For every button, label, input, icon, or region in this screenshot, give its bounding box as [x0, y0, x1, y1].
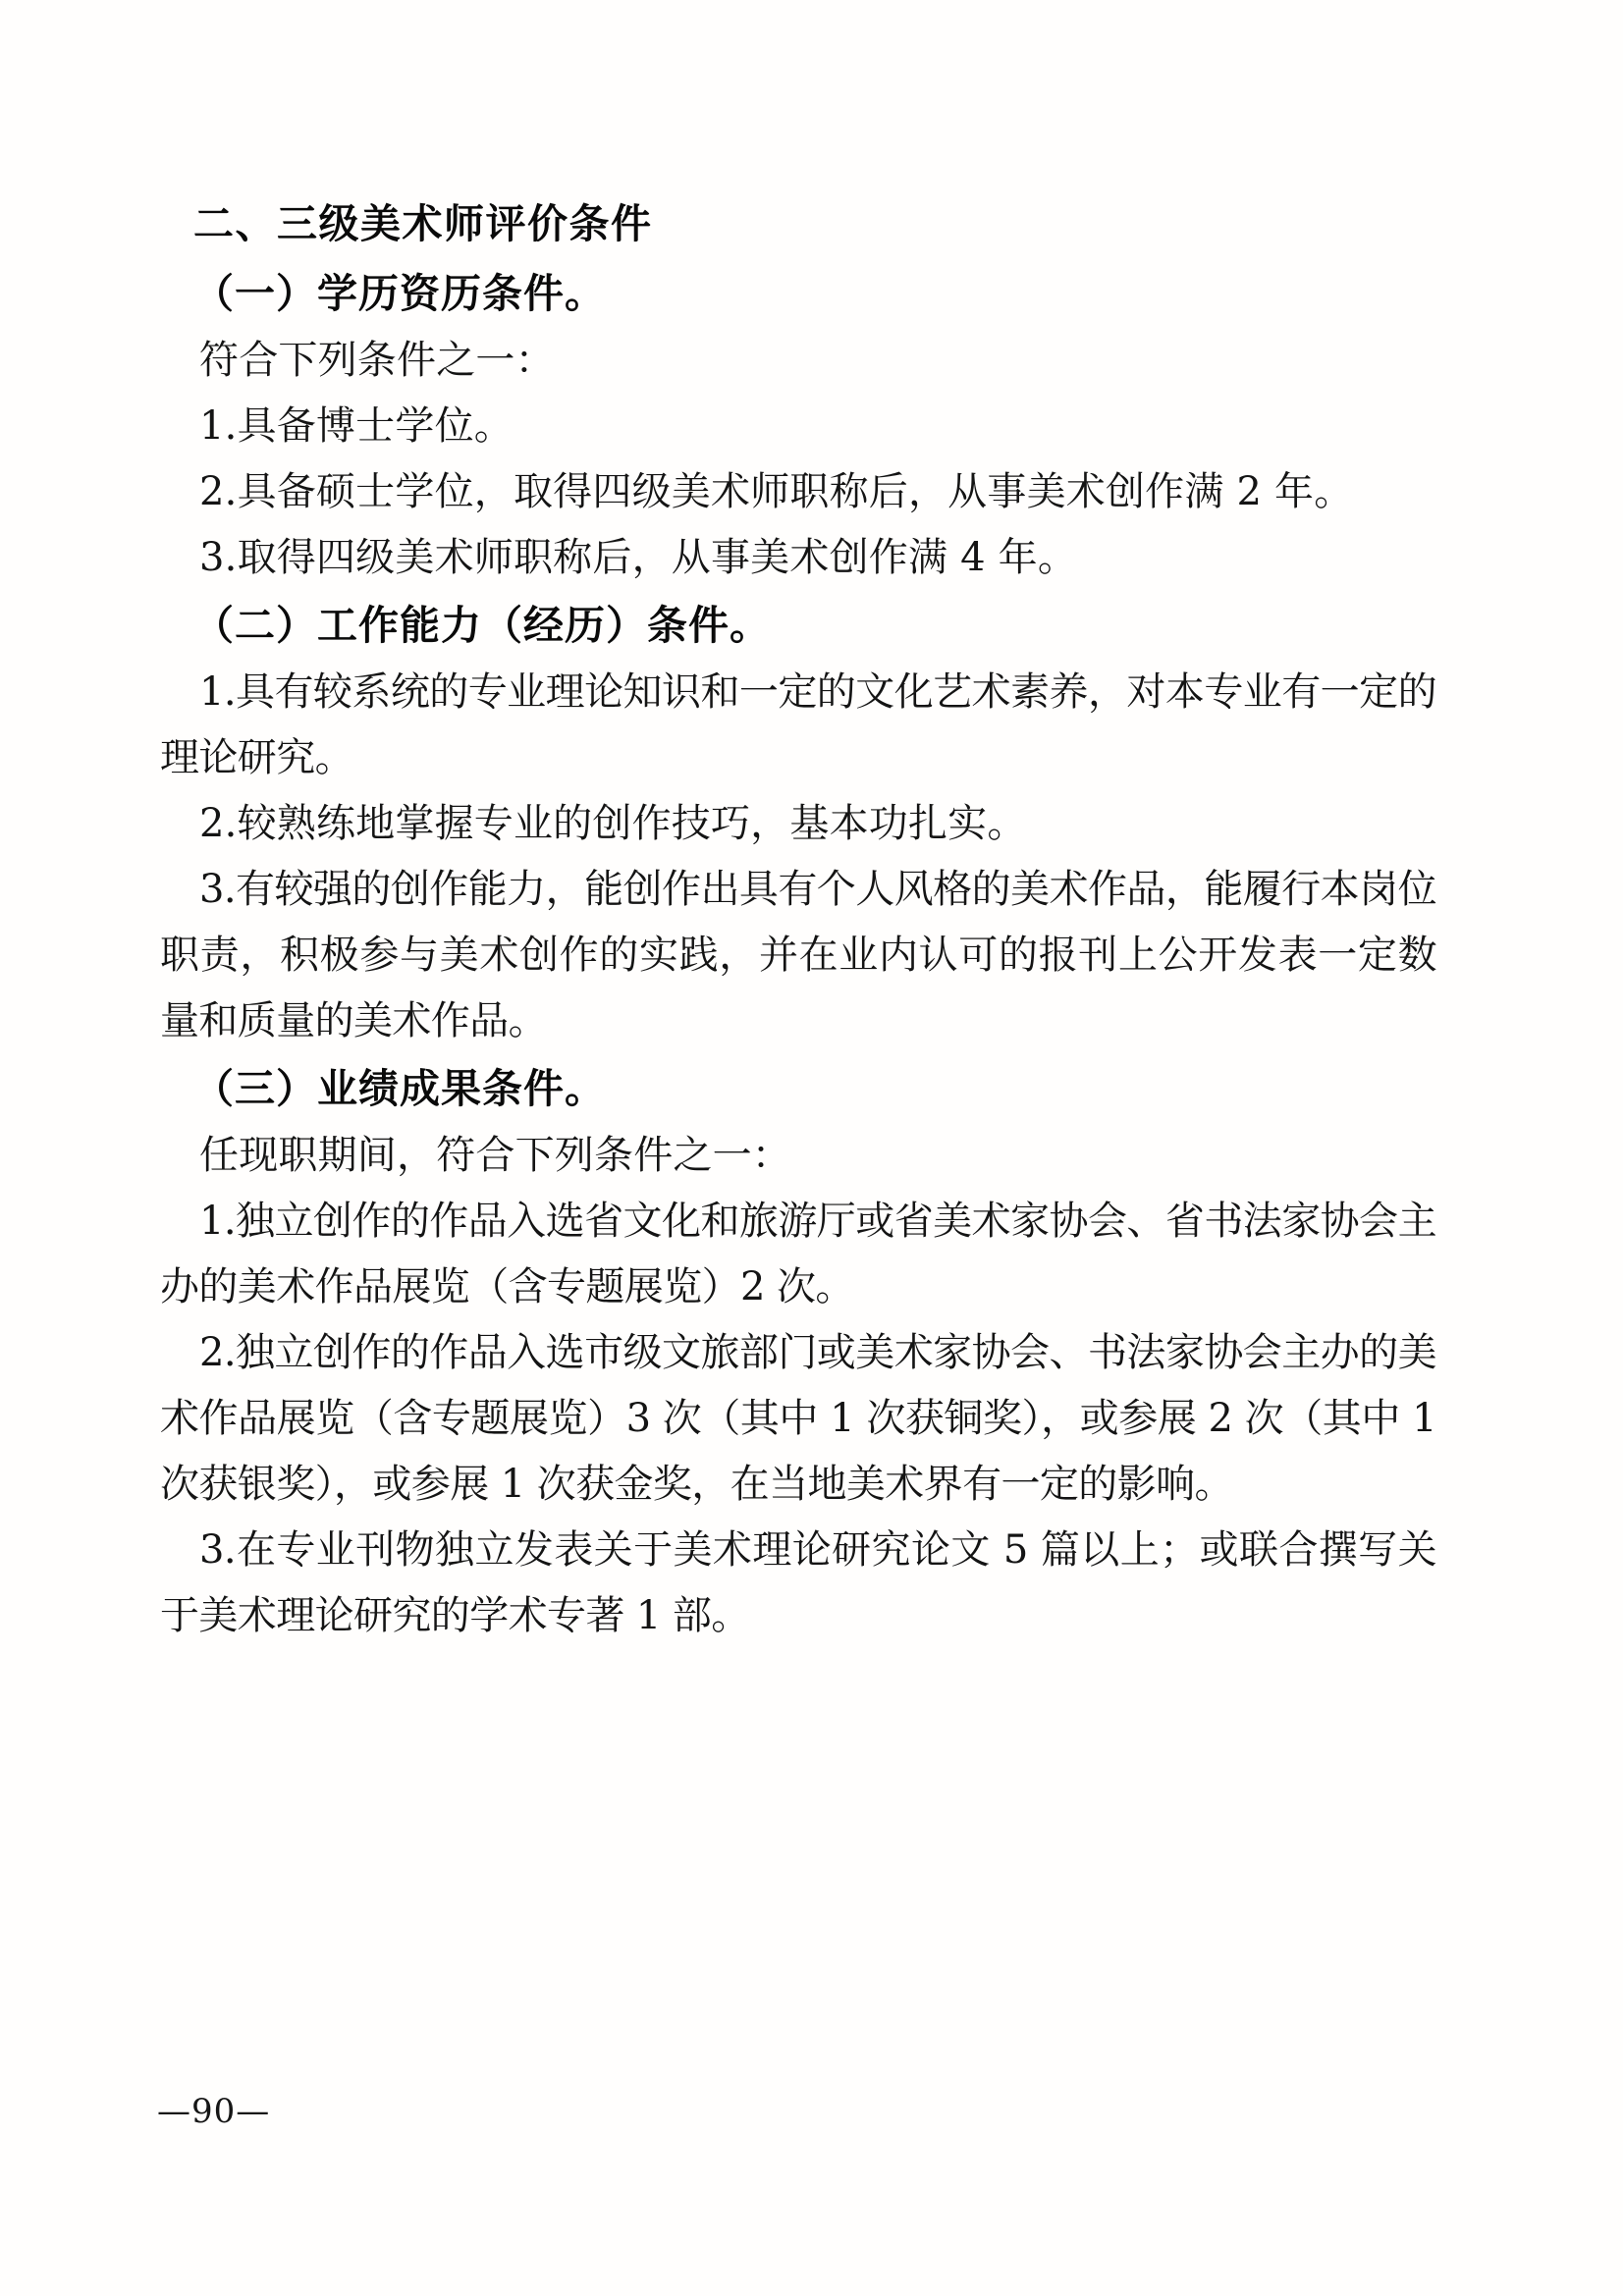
- section-heading-level-1: 二、三级美术师评价条件: [193, 200, 653, 247]
- subsection-3-item-3: 3.在专业刊物独立发表关于美术理论研究论文 5 篇以上；或联合撰写关于美术理论研究的学术专著 1 部。: [160, 1527, 1436, 1638]
- subsection-1-lead-text: 符合下列条件之一：: [199, 338, 555, 383]
- subsection-2-item-3: 3.有较强的创作能力，能创作出具有个人风格的美术作品，能履行本岗位职责，积极参与美术创作的实践，并在业内认可的报刊上公开发表一定数量和质量的美术作品。: [160, 867, 1436, 1043]
- subsection-1-item-2: 2.具备硕士学位，取得四级美术师职称后，从事美术创作满 2 年。: [199, 469, 1354, 514]
- page-number: —90—: [157, 2092, 271, 2131]
- subsection-3-lead-text: 任现职期间，符合下列条件之一：: [199, 1133, 791, 1178]
- subsection-2-item-1: 1.具有较系统的专业理论知识和一定的文化艺术素养，对本专业有一定的理论研究。: [160, 669, 1436, 780]
- subsection-heading-xueli-zili: （一）学历资历条件。: [193, 270, 606, 317]
- subsection-3-item-1: 1.独立创作的作品入选省文化和旅游厅或省美术家协会、省书法家协会主办的美术作品展览（含专题展览）2 次。: [160, 1199, 1436, 1309]
- subsection-heading-gongzuo-nengli: （二）工作能力（经历）条件。: [193, 602, 771, 649]
- subsection-1-item-3: 3.取得四级美术师职称后，从事美术创作满 4 年。: [199, 535, 1078, 580]
- subsection-1-item-1: 1.具备博士学位。: [199, 403, 514, 449]
- subsection-3-item-2: 2.独立创作的作品入选市级文旅部门或美术家协会、书法家协会主办的美术作品展览（含专题展览）3 次（其中 1 次获铜奖），或参展 2 次（其中 1 次获银奖），或参展 1 次获金奖，在当地美术界有一定的影响。: [160, 1330, 1436, 1507]
- subsection-2-item-2: 2.较熟练地掌握专业的创作技巧，基本功扎实。: [199, 801, 1027, 846]
- subsection-heading-yeji-chengguo: （三）业绩成果条件。: [193, 1065, 606, 1112]
- page-content: [160, 192, 1436, 1649]
